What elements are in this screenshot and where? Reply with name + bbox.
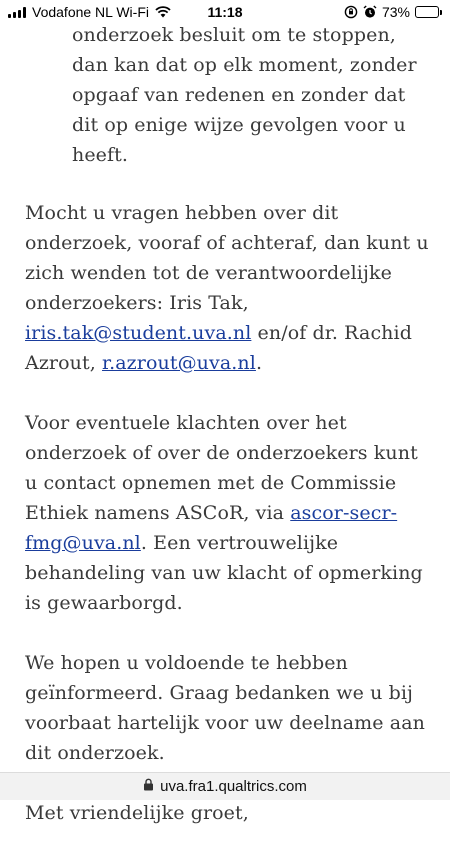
paragraph-withdrawal: onderzoek besluit om te stoppen, dan kan dat op elk moment, zonder opgaaf van redenen en zonder dat dit op enige wijze gevolgen voor u heeft. (72, 24, 417, 166)
url-text: uva.fra1.qualtrics.com (160, 778, 307, 795)
consent-text (25, 20, 435, 858)
contact-text-middle: en/of dr. Rachid Azrout, (25, 322, 412, 374)
orientation-lock-icon (344, 5, 358, 19)
lock-icon (143, 778, 154, 795)
paragraph-contact (25, 198, 435, 378)
paragraph-complaints (25, 408, 435, 618)
email-link-r-azrout[interactable]: r.azrout@uva.nl (102, 352, 256, 374)
complaints-text-before: Voor eventuele klachten over het onderzoek of over de onderzoekers kunt u contact opnemen met de Commissie Ethiek namens ASCoR, via (25, 412, 418, 524)
status-bar-right (344, 4, 442, 20)
closing-greeting: Met vriendelijke groet, (25, 802, 249, 824)
url-bar[interactable] (0, 772, 450, 800)
contact-text-after: . (255, 352, 263, 374)
email-link-ascor[interactable]: ascor-secr-fmg@uva.nl (25, 502, 398, 554)
carrier-label: Vodafone NL Wi-Fi (32, 4, 149, 20)
contact-text-before: Mocht u vragen hebben over dit onderzoek, vooraf of achteraf, dan kunt u zich wenden tot de verantwoordelijke onderzoekers: Iris Tak, (25, 202, 429, 314)
battery-percent: 73% (381, 4, 410, 20)
paragraph-thanks: We hopen u voldoende te hebben geïnformeerd. Graag bedanken we u bij voorbaat hartelijk voor uw deelname aan dit onderzoek. (25, 652, 425, 764)
clock-time: 11:18 (207, 4, 243, 20)
email-link-iris-tak[interactable]: iris.tak@student.uva.nl (25, 322, 252, 344)
complaints-text-after: . Een vertrouwelijke behandeling van uw klacht of opmerking is gewaarborgd. (25, 532, 423, 614)
alarm-icon (363, 5, 377, 19)
battery-icon (415, 6, 442, 18)
